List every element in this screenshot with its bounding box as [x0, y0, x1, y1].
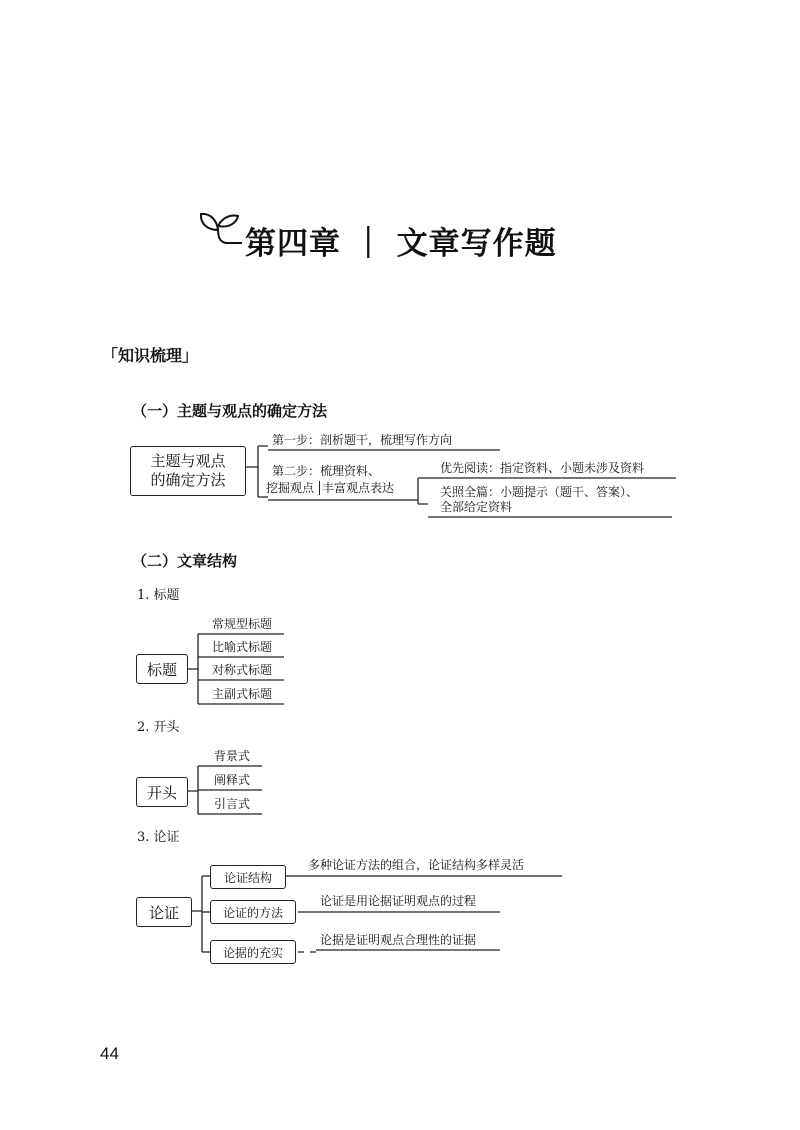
title-item: 主副式标题 — [212, 687, 273, 701]
title-item: 比喻式标题 — [212, 640, 273, 654]
argument-branch-box: 论证结构 — [210, 865, 286, 889]
chapter-title: 第四章 ｜ 文章写作题 — [245, 226, 557, 262]
opening-item: 引言式 — [214, 797, 251, 811]
title-root-box: 标题 — [136, 654, 188, 684]
argument-branch-desc: 论证是用论据证明观点的过程 — [320, 894, 477, 908]
argument-branch-box: 论证的方法 — [210, 900, 296, 924]
opening-item: 背景式 — [214, 749, 251, 763]
opening-section-label: 2. 开头 — [137, 720, 180, 735]
argument-branch-box: 论据的充实 — [210, 940, 296, 964]
part1-root-line1: 主题与观点 — [150, 452, 226, 471]
part1-root-box — [130, 446, 246, 496]
part1-step2-line3: 丰富观点表达 — [322, 481, 395, 495]
page-number: 44 — [100, 1044, 119, 1063]
opening-root-box: 开头 — [136, 777, 188, 807]
part1-sub2-line1: 关照全篇：小题提示（题干、答案）、 — [440, 485, 639, 499]
part1-step1: 第一步：剖析题干，梳理写作方向 — [272, 433, 453, 447]
opening-item: 阐释式 — [214, 773, 251, 787]
part1-sub2-line2: 全部给定资料 — [440, 500, 513, 514]
argument-root-box: 论证 — [136, 897, 192, 927]
part1-step2-line2: 挖掘观点 — [266, 481, 315, 495]
title-section-label: 1. 标题 — [137, 588, 180, 603]
part1-heading: （一）主题与观点的确定方法 — [132, 402, 328, 420]
part2-heading: （二）文章结构 — [132, 552, 238, 570]
part1-step2-line1: 第二步：梳理资料、 — [272, 464, 381, 478]
argument-branch-desc: 多种论证方法的组合，论证结构多样灵活 — [308, 858, 525, 872]
argument-branch-desc: 论据是证明观点合理性的证据 — [320, 933, 477, 947]
title-item: 常规型标题 — [212, 617, 273, 631]
argument-section-label: 3. 论证 — [137, 830, 180, 845]
part1-sub1: 优先阅读：指定资料、小题未涉及资料 — [440, 461, 645, 475]
part1-root-line2: 的确定方法 — [150, 471, 226, 489]
title-item: 对称式标题 — [212, 663, 273, 677]
part1-step2-line2-wrap — [266, 481, 394, 496]
section-label: 「知识梳理」 — [102, 346, 199, 365]
